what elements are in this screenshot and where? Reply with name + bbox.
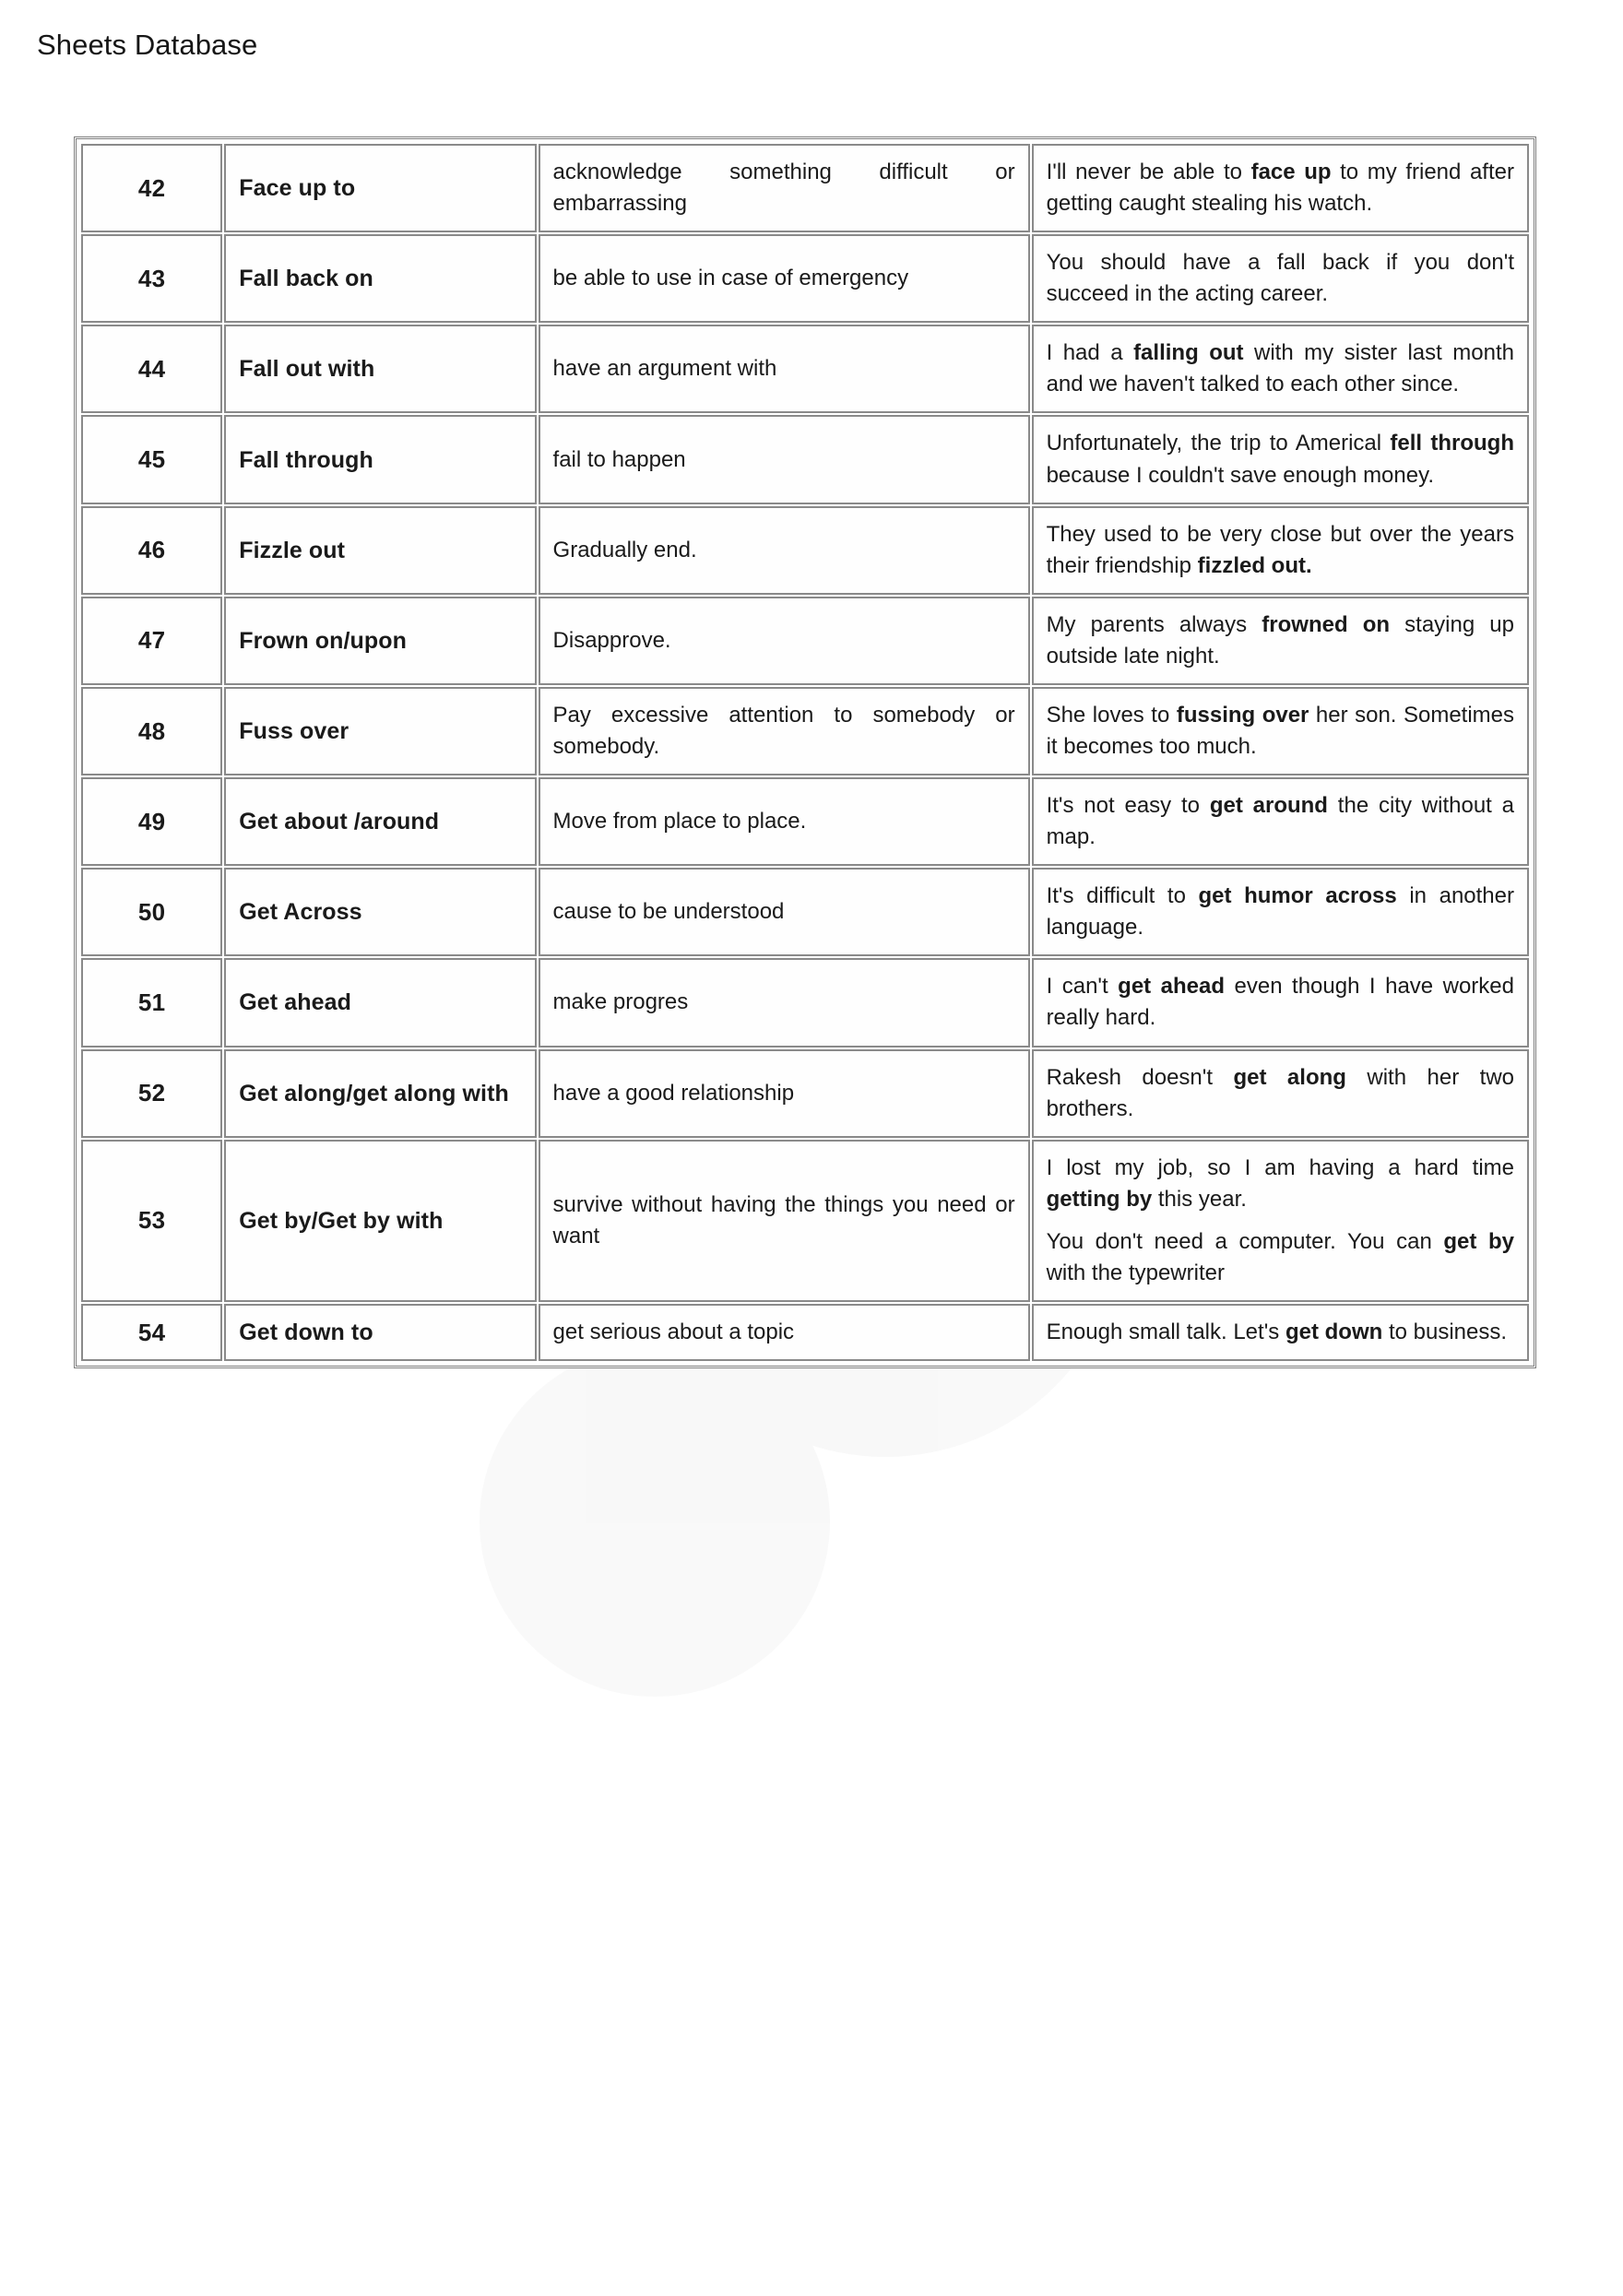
cell-meaning: fail to happen — [539, 415, 1030, 503]
cell-example: I can't get ahead even though I have worked really hard. — [1032, 958, 1529, 1047]
cell-phrasal-verb: Fall back on — [224, 234, 536, 323]
cell-example: It's difficult to get humor across in another language. — [1032, 868, 1529, 956]
table-row — [81, 415, 1529, 503]
table-row — [81, 234, 1529, 323]
cell-example: She loves to fussing over her son. Sometimes it becomes too much. — [1032, 687, 1529, 775]
cell-example: Enough small talk. Let's get down to business. — [1032, 1304, 1529, 1361]
phrasal-verbs-table-frame — [74, 136, 1536, 1368]
cell-meaning: cause to be understood — [539, 868, 1030, 956]
cell-phrasal-verb: Fuss over — [224, 687, 536, 775]
cell-example: Rakesh doesn't get along with her two brothers. — [1032, 1049, 1529, 1138]
cell-row-number: 49 — [81, 777, 222, 866]
phrasal-verbs-table — [79, 142, 1531, 1363]
cell-example: It's not easy to get around the city without a map. — [1032, 777, 1529, 866]
table-row — [81, 958, 1529, 1047]
table-row — [81, 144, 1529, 232]
cell-meaning: survive without having the things you need or want — [539, 1140, 1030, 1302]
table-row — [81, 1304, 1529, 1361]
cell-row-number: 48 — [81, 687, 222, 775]
cell-meaning: have a good relationship — [539, 1049, 1030, 1138]
cell-phrasal-verb: Get by/Get by with — [224, 1140, 536, 1302]
cell-row-number: 44 — [81, 325, 222, 413]
table-body — [81, 144, 1529, 1361]
cell-row-number: 47 — [81, 597, 222, 685]
cell-phrasal-verb: Get Across — [224, 868, 536, 956]
cell-row-number: 53 — [81, 1140, 222, 1302]
cell-row-number: 52 — [81, 1049, 222, 1138]
cell-example: I had a falling out with my sister last month and we haven't talked to each other since. — [1032, 325, 1529, 413]
table-row — [81, 325, 1529, 413]
cell-phrasal-verb: Fizzle out — [224, 506, 536, 595]
cell-row-number: 45 — [81, 415, 222, 503]
page-title: Sheets Database — [37, 29, 258, 61]
cell-meaning: Disapprove. — [539, 597, 1030, 685]
cell-meaning: have an argument with — [539, 325, 1030, 413]
cell-row-number: 50 — [81, 868, 222, 956]
cell-example: I'll never be able to face up to my friend after getting caught stealing his watch. — [1032, 144, 1529, 232]
cell-phrasal-verb: Frown on/upon — [224, 597, 536, 685]
cell-row-number: 54 — [81, 1304, 222, 1361]
cell-meaning: get serious about a topic — [539, 1304, 1030, 1361]
cell-meaning: be able to use in case of emergency — [539, 234, 1030, 323]
cell-phrasal-verb: Get down to — [224, 1304, 536, 1361]
cell-meaning: Move from place to place. — [539, 777, 1030, 866]
table-row — [81, 687, 1529, 775]
cell-row-number: 43 — [81, 234, 222, 323]
cell-phrasal-verb: Get ahead — [224, 958, 536, 1047]
table-row — [81, 1049, 1529, 1138]
cell-phrasal-verb: Get along/get along with — [224, 1049, 536, 1138]
cell-phrasal-verb: Get about /around — [224, 777, 536, 866]
cell-phrasal-verb: Fall out with — [224, 325, 536, 413]
cell-meaning: acknowledge something difficult or embarrassing — [539, 144, 1030, 232]
cell-meaning: Gradually end. — [539, 506, 1030, 595]
cell-example: You should have a fall back if you don't succeed in the acting career. — [1032, 234, 1529, 323]
table-row — [81, 506, 1529, 595]
cell-example: I lost my job, so I am having a hard time getting by this year. You don't need a computer. You can get by with the typewriter — [1032, 1140, 1529, 1302]
cell-row-number: 51 — [81, 958, 222, 1047]
cell-phrasal-verb: Face up to — [224, 144, 536, 232]
cell-row-number: 42 — [81, 144, 222, 232]
cell-example: My parents always frowned on staying up outside late night. — [1032, 597, 1529, 685]
table-row — [81, 777, 1529, 866]
cell-row-number: 46 — [81, 506, 222, 595]
cell-example: They used to be very close but over the years their friendship fizzled out. — [1032, 506, 1529, 595]
cell-meaning: Pay excessive attention to somebody or somebody. — [539, 687, 1030, 775]
table-row — [81, 1140, 1529, 1302]
cell-phrasal-verb: Fall through — [224, 415, 536, 503]
cell-example: Unfortunately, the trip to Americal fell through because I couldn't save enough money. — [1032, 415, 1529, 503]
table-row — [81, 597, 1529, 685]
table-row — [81, 868, 1529, 956]
cell-meaning: make progres — [539, 958, 1030, 1047]
